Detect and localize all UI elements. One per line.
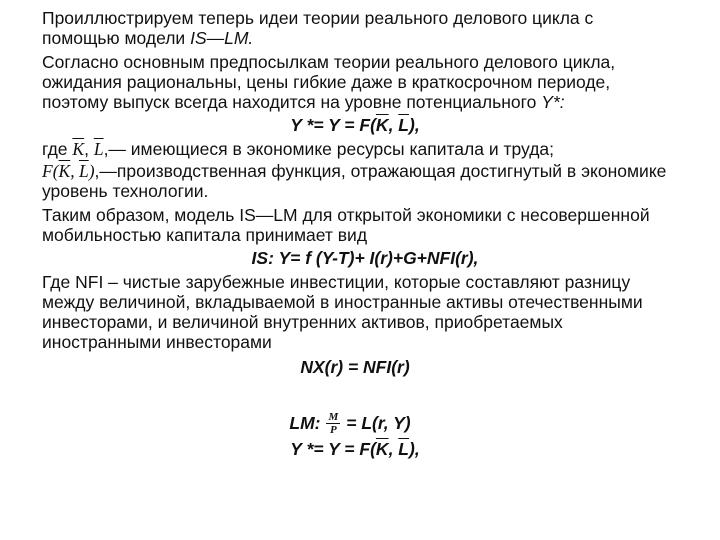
- formula-output-l: $\overline{L}$: [398, 115, 409, 135]
- fraction-denominator: P: [330, 424, 337, 436]
- formula-repeat-sep: ,: [388, 439, 399, 459]
- formula-is: [42, 247, 668, 269]
- formula-repeat-k: $\overline{K}$: [375, 439, 389, 459]
- paragraph-premises: [42, 52, 668, 112]
- pf-close: ): [88, 161, 95, 181]
- formula-output-repeat: [42, 438, 668, 460]
- formula-output-sep: ,: [388, 115, 399, 135]
- formula-output-k: $\overline{K}$: [375, 115, 389, 135]
- formula-output: [42, 114, 668, 136]
- paragraph-nfi: Где NFI – чистые зарубежные инвестиции, которые составляют разницу между величиной, вкладываемой в иностранные активы отечественными инвесторами, и величиной внутренних активов, приобретаемых иностранными инвесторами: [42, 272, 643, 352]
- money-fraction: [326, 411, 340, 436]
- paragraph-open-economy: Таким образом, модель IS—LM для открытой экономики с несовершенной мобильностью капитала принимает вид: [42, 205, 650, 245]
- pf-sep: ,: [70, 161, 79, 181]
- spacer: [42, 381, 668, 411]
- labor-symbol: $\overline{L}$: [93, 139, 104, 159]
- model-name: IS—LM.: [190, 28, 254, 48]
- potential-output-symbol: Y*:: [541, 92, 565, 112]
- pf-rest: ,—производственная функция, отражающая достигнутый в экономике уровень технологии.: [42, 161, 667, 201]
- pf-l: $\overline{L}$: [78, 161, 89, 181]
- formula-output-lhs: Y *= Y = F(: [290, 115, 376, 135]
- formula-lm-label: LM:: [289, 413, 321, 433]
- formula-repeat-l: $\overline{L}$: [398, 439, 409, 459]
- formula-lm: [32, 411, 668, 436]
- pf-f: F(: [42, 161, 59, 181]
- where-comma: ,: [84, 139, 94, 159]
- formula-is-text: IS: Y= f (Y-T)+ I(r)+G+NFI(r),: [251, 248, 479, 268]
- intro-text: Проиллюстрируем теперь идеи теории реального делового цикла с помощью модели: [42, 8, 594, 48]
- paragraph-where: [42, 139, 668, 159]
- formula-repeat-end: ),: [409, 439, 420, 459]
- fraction-numerator: M: [328, 411, 339, 423]
- where-rest: ,— имеющиеся в экономике ресурсы капитала и труда;: [103, 139, 555, 159]
- formula-repeat-lhs: Y *= Y = F(: [290, 439, 376, 459]
- pf-k: $\overline{K}$: [58, 161, 71, 181]
- paragraph-intro: [42, 8, 668, 48]
- capital-symbol: $\overline{K}$: [72, 139, 85, 159]
- formula-output-end: ),: [409, 115, 420, 135]
- premises-text: Согласно основным предпосылкам теории реального делового цикла, ожидания рациональны, цены гибкие даже в краткосрочном периоде, поэтому выпуск всегда находится на уровне потенциального: [42, 52, 616, 112]
- paragraph-production-function: [42, 161, 668, 201]
- where-word: где: [42, 139, 73, 159]
- formula-lm-rhs: = L(r, Y): [346, 413, 411, 433]
- formula-nx: NX(r) = NFI(r): [300, 357, 410, 377]
